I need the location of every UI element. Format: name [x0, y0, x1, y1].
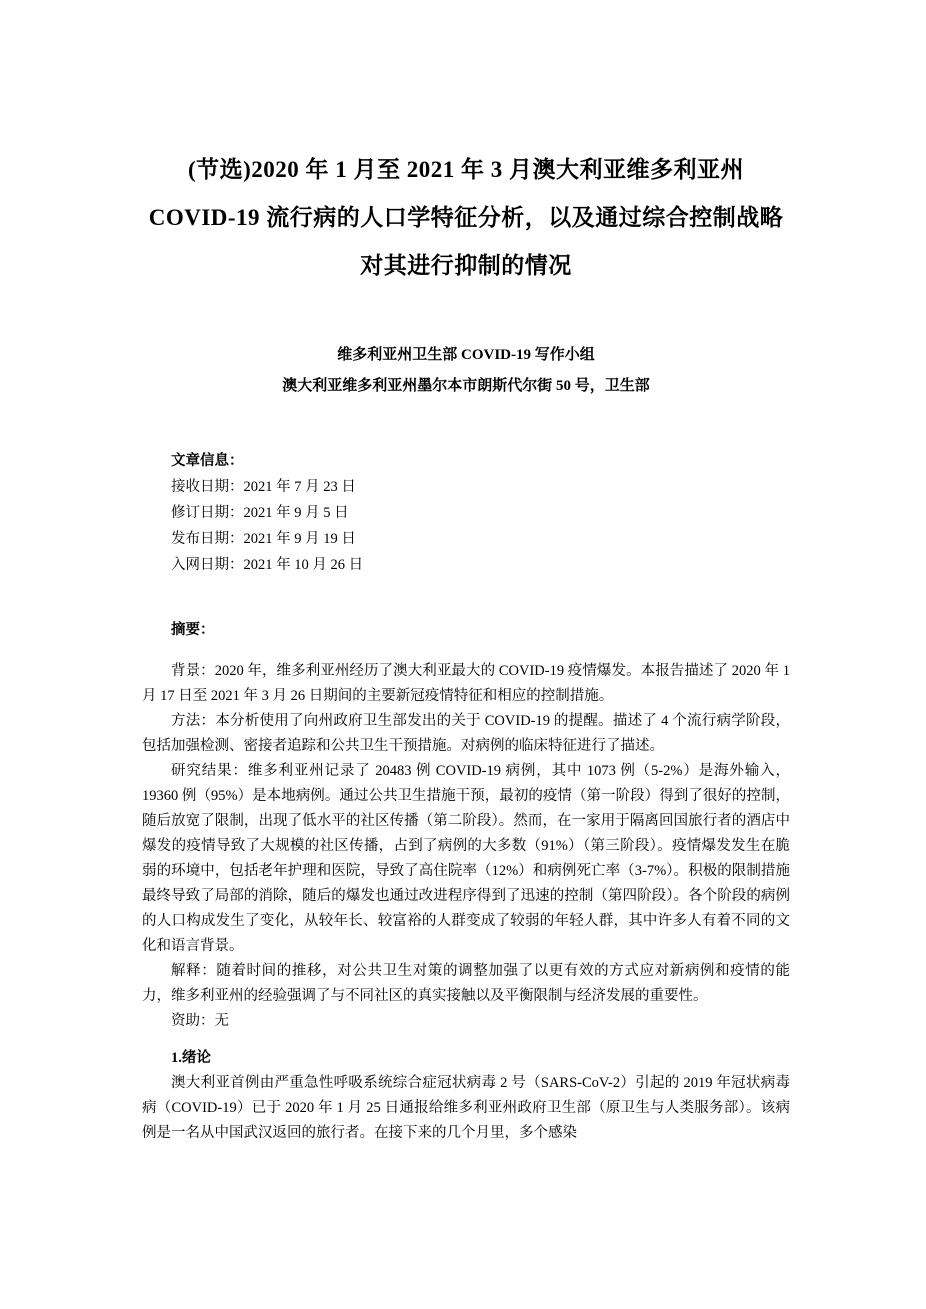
online-date: 入网日期：2021 年 10 月 26 日 [171, 557, 364, 573]
author-block [142, 340, 790, 402]
article-info-block [171, 448, 790, 578]
funding-line: 资助：无 [171, 1013, 229, 1029]
abstract-methods-paragraph: 方法：本分析使用了向州政府卫生部发出的关于 COVID-19 的提醒。描述了 4 个流行病学阶段，包括加强检测、密接者追踪和公共卫生干预措施。对病例的临床特征进行了描述。 [142, 713, 790, 754]
introduction-paragraph: 澳大利亚首例由严重急性呼吸系统综合症冠状病毒 2 号（SARS-CoV-2）引起的 2019 年冠状病毒病（COVID-19）已于 2020 年 1 月 25 日通报给维多利亚州政府卫生部（原卫生与人类服务部）。该病例是一名从中国武汉返回的旅行者。在接下来的几个月里，多个感染 [142, 1075, 790, 1141]
received-date: 接收日期：2021 年 7 月 23 日 [171, 479, 356, 495]
author-affiliation: 澳大利亚维多利亚州墨尔本市朗斯代尔街 50 号，卫生部 [282, 378, 650, 394]
page-title: (节选)2020 年 1 月至 2021 年 3 月澳大利亚维多利亚州 COVID-19 流行病的人口学特征分析，以及通过综合控制战略对其进行抑制的情况 [148, 157, 784, 278]
introduction-heading: 1.绪论 [171, 1050, 211, 1066]
article-info-heading: 文章信息： [171, 453, 244, 469]
author-group: 维多利亚州卫生部 COVID-19 写作小组 [337, 347, 595, 363]
abstract-results-paragraph: 研究结果：维多利亚州记录了 20483 例 COVID-19 病例，其中 1073 例（5-2%）是海外输入，19360 例（95%）是本地病例。通过公共卫生措施干预，最初的疫情（第一阶段）得到了很好的控制，随后放宽了限制，出现了低水平的社区传播（第二阶段）。然而，在一家用于隔离回国旅行者的酒店中爆发的疫情导致了大规模的社区传播，占到了病例的大多数（91%）（第三阶段）。疫情爆发发生在脆弱的环境中，包括老年护理和医院，导致了高住院率（12%）和病例死亡率（3-7%）。积极的限制措施最终导致了局部的消除，随后的爆发也通过改进程序得到了迅速的控制（第四阶段）。各个阶段的病例的人口构成发生了变化，从较年长、较富裕的人群变成了较弱的年轻人群，其中许多人有着不同的文化和语言背景。 [142, 763, 790, 954]
abstract-interpretation-paragraph: 解释：随着时间的推移，对公共卫生对策的调整加强了以更有效的方式应对新病例和疫情的能力，维多利亚州的经验强调了与不同社区的真实接触以及平衡限制与经济发展的重要性。 [142, 963, 790, 1004]
abstract-heading: 摘要： [171, 622, 215, 638]
published-date: 发布日期：2021 年 9 月 19 日 [171, 531, 356, 547]
revised-date: 修订日期：2021 年 9 月 5 日 [171, 505, 349, 521]
abstract-background-paragraph: 背景：2020 年，维多利亚州经历了澳大利亚最大的 COVID-19 疫情爆发。本报告描述了 2020 年 1 月 17 日至 2021 年 3 月 26 日期间的主要新冠疫情特征和相应的控制措施。 [142, 663, 790, 704]
